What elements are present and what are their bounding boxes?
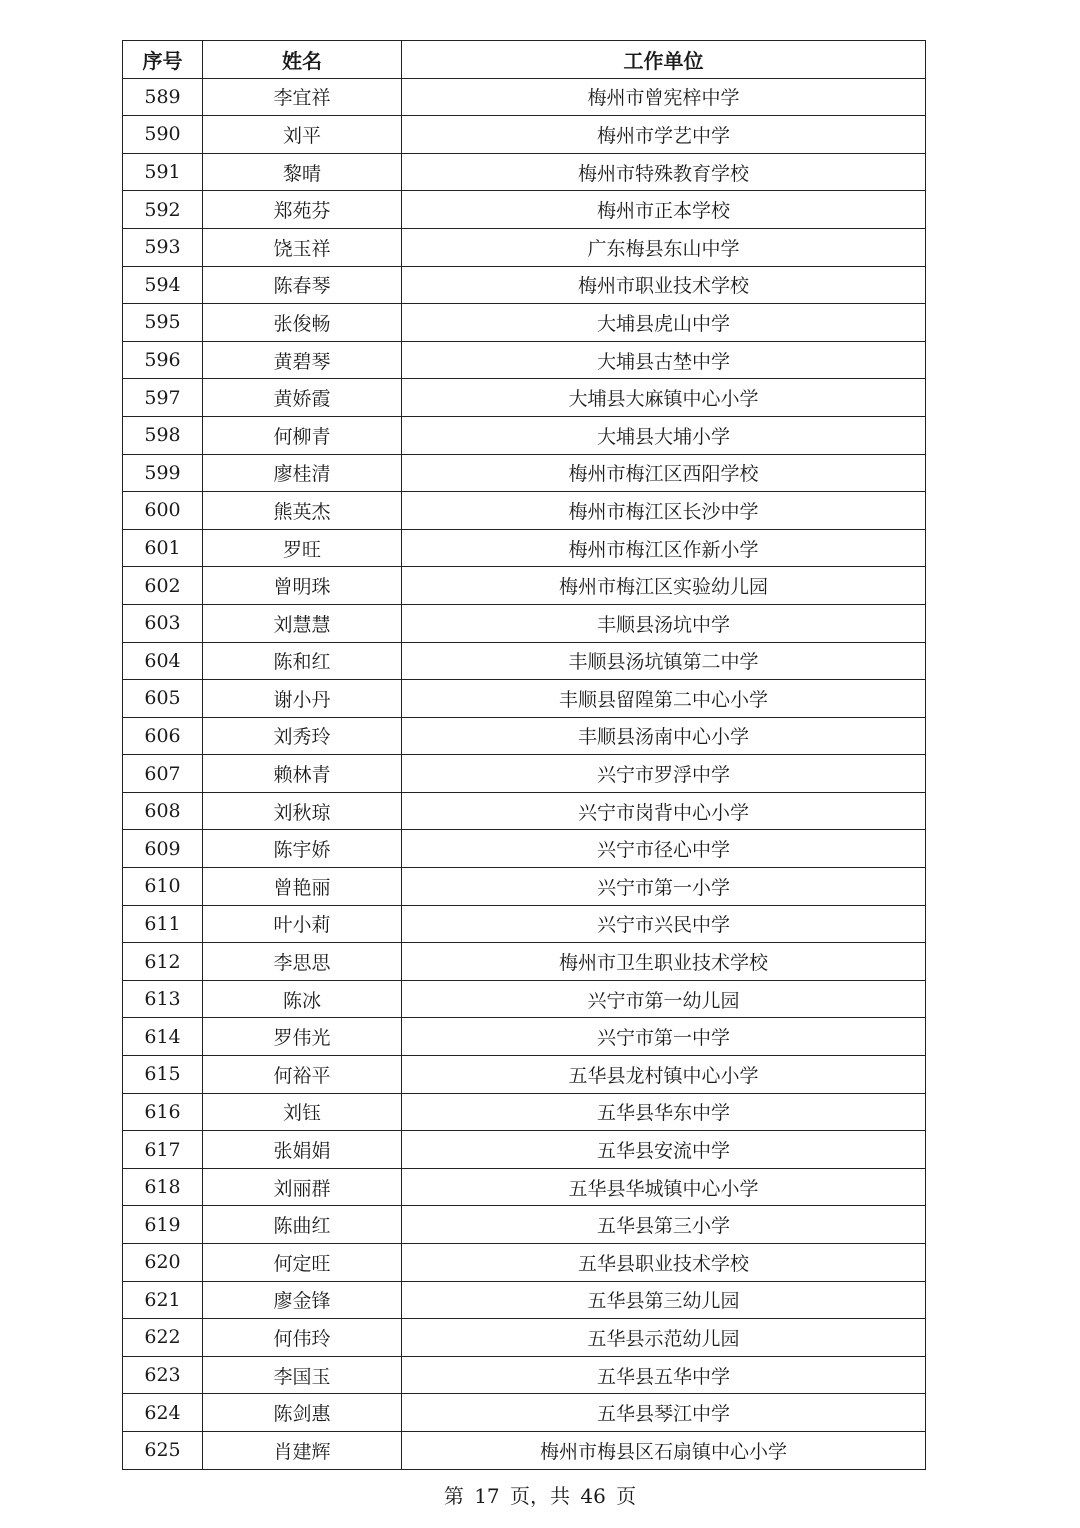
cell-index: 614 xyxy=(123,1018,203,1056)
cell-workplace: 五华县华城镇中心小学 xyxy=(402,1168,926,1206)
cell-name: 陈和红 xyxy=(203,642,402,680)
cell-name: 陈冰 xyxy=(203,980,402,1018)
cell-index: 591 xyxy=(123,153,203,191)
cell-name: 何定旺 xyxy=(203,1244,402,1282)
table-row xyxy=(123,567,926,605)
cell-workplace: 兴宁市岗背中心小学 xyxy=(402,792,926,830)
cell-name: 饶玉祥 xyxy=(203,228,402,266)
cell-workplace: 兴宁市第一幼儿园 xyxy=(402,980,926,1018)
cell-workplace: 梅州市梅江区实验幼儿园 xyxy=(402,567,926,605)
cell-index: 592 xyxy=(123,191,203,229)
cell-workplace: 梅州市梅县区石扇镇中心小学 xyxy=(402,1431,926,1469)
table-row xyxy=(123,416,926,454)
table-row xyxy=(123,1168,926,1206)
cell-name: 黎晴 xyxy=(203,153,402,191)
cell-workplace: 梅州市特殊教育学校 xyxy=(402,153,926,191)
cell-name: 郑苑芬 xyxy=(203,191,402,229)
cell-workplace: 丰顺县汤坑中学 xyxy=(402,604,926,642)
cell-workplace: 五华县华东中学 xyxy=(402,1093,926,1131)
cell-name: 何伟玲 xyxy=(203,1319,402,1357)
cell-name: 李国玉 xyxy=(203,1356,402,1394)
cell-index: 619 xyxy=(123,1206,203,1244)
cell-index: 612 xyxy=(123,943,203,981)
cell-index: 595 xyxy=(123,304,203,342)
cell-index: 604 xyxy=(123,642,203,680)
teacher-list-table xyxy=(122,40,926,1470)
cell-workplace: 兴宁市第一小学 xyxy=(402,868,926,906)
cell-workplace: 兴宁市罗浮中学 xyxy=(402,755,926,793)
cell-name: 赖林青 xyxy=(203,755,402,793)
header-name: 姓名 xyxy=(203,41,402,79)
cell-name: 何裕平 xyxy=(203,1056,402,1094)
cell-name: 陈春琴 xyxy=(203,266,402,304)
cell-name: 刘慧慧 xyxy=(203,604,402,642)
cell-index: 611 xyxy=(123,905,203,943)
cell-workplace: 丰顺县汤坑镇第二中学 xyxy=(402,642,926,680)
cell-workplace: 兴宁市径心中学 xyxy=(402,830,926,868)
cell-index: 625 xyxy=(123,1431,203,1469)
table-row xyxy=(123,1056,926,1094)
cell-index: 606 xyxy=(123,717,203,755)
cell-index: 599 xyxy=(123,454,203,492)
table-row xyxy=(123,792,926,830)
cell-name: 张俊畅 xyxy=(203,304,402,342)
cell-name: 刘平 xyxy=(203,116,402,154)
table-row xyxy=(123,116,926,154)
header-index: 序号 xyxy=(123,41,203,79)
footer-current-page: 17 xyxy=(474,1484,500,1508)
cell-name: 叶小莉 xyxy=(203,905,402,943)
footer-total-pages: 46 xyxy=(580,1484,606,1508)
cell-index: 605 xyxy=(123,680,203,718)
cell-index: 616 xyxy=(123,1093,203,1131)
table-row xyxy=(123,642,926,680)
cell-workplace: 丰顺县留隍第二中心小学 xyxy=(402,680,926,718)
cell-workplace: 大埔县虎山中学 xyxy=(402,304,926,342)
cell-name: 刘丽群 xyxy=(203,1168,402,1206)
table-row xyxy=(123,191,926,229)
table-row xyxy=(123,379,926,417)
page-footer xyxy=(0,1480,1080,1509)
cell-index: 607 xyxy=(123,755,203,793)
cell-workplace: 五华县龙村镇中心小学 xyxy=(402,1056,926,1094)
cell-workplace: 梅州市学艺中学 xyxy=(402,116,926,154)
cell-name: 黄娇霞 xyxy=(203,379,402,417)
table-row xyxy=(123,1206,926,1244)
cell-workplace: 五华县琴江中学 xyxy=(402,1394,926,1432)
cell-index: 623 xyxy=(123,1356,203,1394)
table-row xyxy=(123,755,926,793)
cell-index: 618 xyxy=(123,1168,203,1206)
table-row xyxy=(123,492,926,530)
cell-index: 594 xyxy=(123,266,203,304)
table-row xyxy=(123,1394,926,1432)
header-workplace: 工作单位 xyxy=(402,41,926,79)
footer-page-prefix: 第 xyxy=(443,1484,464,1508)
cell-workplace: 梅州市梅江区西阳学校 xyxy=(402,454,926,492)
cell-index: 590 xyxy=(123,116,203,154)
table-row xyxy=(123,153,926,191)
table-row xyxy=(123,341,926,379)
header-row xyxy=(123,41,926,79)
table-row xyxy=(123,1431,926,1469)
cell-index: 600 xyxy=(123,492,203,530)
cell-workplace: 梅州市正本学校 xyxy=(402,191,926,229)
cell-index: 609 xyxy=(123,830,203,868)
cell-name: 黄碧琴 xyxy=(203,341,402,379)
cell-workplace: 大埔县古埜中学 xyxy=(402,341,926,379)
cell-workplace: 梅州市梅江区长沙中学 xyxy=(402,492,926,530)
cell-workplace: 五华县示范幼儿园 xyxy=(402,1319,926,1357)
cell-workplace: 五华县五华中学 xyxy=(402,1356,926,1394)
cell-index: 610 xyxy=(123,868,203,906)
cell-index: 622 xyxy=(123,1319,203,1357)
cell-name: 刘钰 xyxy=(203,1093,402,1131)
cell-name: 曾艳丽 xyxy=(203,868,402,906)
cell-name: 陈曲红 xyxy=(203,1206,402,1244)
cell-index: 598 xyxy=(123,416,203,454)
cell-name: 肖建辉 xyxy=(203,1431,402,1469)
cell-name: 熊英杰 xyxy=(203,492,402,530)
table-row xyxy=(123,228,926,266)
table-body xyxy=(123,78,926,1469)
cell-workplace: 五华县第三幼儿园 xyxy=(402,1281,926,1319)
cell-name: 刘秋琼 xyxy=(203,792,402,830)
table-row xyxy=(123,1281,926,1319)
table-row xyxy=(123,943,926,981)
cell-index: 615 xyxy=(123,1056,203,1094)
footer-page-suffix: 页 xyxy=(616,1484,637,1508)
table-row xyxy=(123,717,926,755)
cell-name: 李思思 xyxy=(203,943,402,981)
cell-workplace: 五华县第三小学 xyxy=(402,1206,926,1244)
cell-workplace: 梅州市曾宪梓中学 xyxy=(402,78,926,116)
cell-name: 刘秀玲 xyxy=(203,717,402,755)
cell-name: 陈宇娇 xyxy=(203,830,402,868)
cell-workplace: 大埔县大麻镇中心小学 xyxy=(402,379,926,417)
table-header xyxy=(123,41,926,79)
table-row xyxy=(123,1093,926,1131)
cell-name: 罗旺 xyxy=(203,529,402,567)
table-row xyxy=(123,680,926,718)
cell-index: 589 xyxy=(123,78,203,116)
cell-name: 谢小丹 xyxy=(203,680,402,718)
cell-name: 廖桂清 xyxy=(203,454,402,492)
table-row xyxy=(123,980,926,1018)
cell-index: 608 xyxy=(123,792,203,830)
cell-workplace: 梅州市职业技术学校 xyxy=(402,266,926,304)
cell-name: 李宜祥 xyxy=(203,78,402,116)
cell-index: 601 xyxy=(123,529,203,567)
table-row xyxy=(123,78,926,116)
cell-workplace: 兴宁市第一中学 xyxy=(402,1018,926,1056)
cell-index: 624 xyxy=(123,1394,203,1432)
table-row xyxy=(123,604,926,642)
cell-workplace: 兴宁市兴民中学 xyxy=(402,905,926,943)
cell-workplace: 广东梅县东山中学 xyxy=(402,228,926,266)
cell-index: 593 xyxy=(123,228,203,266)
cell-index: 603 xyxy=(123,604,203,642)
table-row xyxy=(123,1319,926,1357)
table-row xyxy=(123,1244,926,1282)
cell-name: 何柳青 xyxy=(203,416,402,454)
cell-name: 张娟娟 xyxy=(203,1131,402,1169)
table-row xyxy=(123,905,926,943)
cell-name: 廖金锋 xyxy=(203,1281,402,1319)
cell-workplace: 五华县安流中学 xyxy=(402,1131,926,1169)
cell-index: 596 xyxy=(123,341,203,379)
cell-index: 602 xyxy=(123,567,203,605)
table-row xyxy=(123,1131,926,1169)
table-row xyxy=(123,454,926,492)
cell-index: 613 xyxy=(123,980,203,1018)
cell-workplace: 梅州市梅江区作新小学 xyxy=(402,529,926,567)
cell-name: 陈剑惠 xyxy=(203,1394,402,1432)
cell-workplace: 大埔县大埔小学 xyxy=(402,416,926,454)
cell-index: 621 xyxy=(123,1281,203,1319)
cell-name: 曾明珠 xyxy=(203,567,402,605)
cell-workplace: 梅州市卫生职业技术学校 xyxy=(402,943,926,981)
table-row xyxy=(123,830,926,868)
footer-page-mid: 页，共 xyxy=(510,1484,570,1508)
cell-workplace: 五华县职业技术学校 xyxy=(402,1244,926,1282)
cell-name: 罗伟光 xyxy=(203,1018,402,1056)
cell-index: 617 xyxy=(123,1131,203,1169)
cell-index: 597 xyxy=(123,379,203,417)
table-row xyxy=(123,1356,926,1394)
cell-index: 620 xyxy=(123,1244,203,1282)
table-row xyxy=(123,529,926,567)
table-row xyxy=(123,868,926,906)
table-row xyxy=(123,1018,926,1056)
table-row xyxy=(123,266,926,304)
table-row xyxy=(123,304,926,342)
cell-workplace: 丰顺县汤南中心小学 xyxy=(402,717,926,755)
